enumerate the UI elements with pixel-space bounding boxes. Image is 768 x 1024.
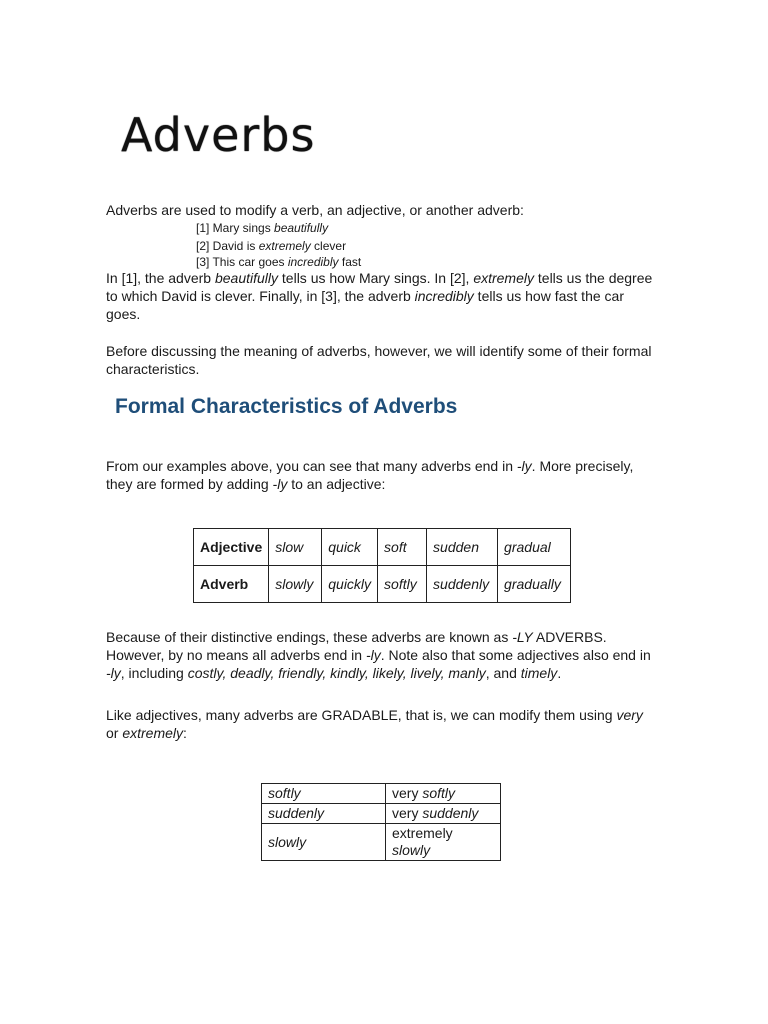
example-3: [3] This car goes incredibly fast bbox=[196, 255, 362, 269]
table-row bbox=[194, 529, 571, 566]
row-header-adverb: Adverb bbox=[194, 566, 269, 603]
example-2: [2] David is extremely clever bbox=[196, 239, 347, 253]
table-cell: extremely slowly bbox=[386, 824, 501, 861]
table-row bbox=[262, 824, 501, 861]
section-heading: Formal Characteristics of Adverbs bbox=[115, 395, 458, 418]
explanation-paragraph: In [1], the adverb beautifully tells us how Mary sings. In [2], extremely tells us the degree to which David is clever. Finally, in [3], the adverb incredibly tells us how fast the car goes. bbox=[106, 270, 653, 322]
table-cell: slow bbox=[269, 529, 322, 566]
example-1: [1] Mary sings beautifully bbox=[196, 221, 329, 235]
ly-adverbs-paragraph: Because of their distinctive endings, these adverbs are known as -LY ADVERBS. However, by no means all adverbs end in -ly. Note also that some adjectives also end in -ly, including costly, deadly, friendly, kindly, likely, lively, manly, and timely. bbox=[106, 629, 651, 681]
table-cell: very suddenly bbox=[386, 804, 501, 824]
table-cell: sudden bbox=[427, 529, 498, 566]
table-cell: very softly bbox=[386, 784, 501, 804]
table-cell: quick bbox=[322, 529, 378, 566]
table-cell: gradual bbox=[498, 529, 571, 566]
table-cell: quickly bbox=[322, 566, 378, 603]
ly-paragraph: From our examples above, you can see that many adverbs end in -ly. More precisely, they are formed by adding -ly to an adjective: bbox=[106, 458, 634, 492]
table-cell: suddenly bbox=[427, 566, 498, 603]
transition-paragraph: Before discussing the meaning of adverbs, however, we will identify some of their formal characteristics. bbox=[106, 343, 652, 377]
table-cell: suddenly bbox=[262, 804, 386, 824]
table-row bbox=[262, 804, 501, 824]
table-row bbox=[194, 566, 571, 603]
table-cell: slowly bbox=[269, 566, 322, 603]
table-cell: softly bbox=[378, 566, 427, 603]
table-row bbox=[262, 784, 501, 804]
gradable-table bbox=[261, 783, 501, 861]
table-cell: slowly bbox=[262, 824, 386, 861]
page-title: Adverbs bbox=[121, 108, 316, 162]
table-cell: soft bbox=[378, 529, 427, 566]
table-cell: gradually bbox=[498, 566, 571, 603]
gradable-paragraph: Like adjectives, many adverbs are GRADABLE, that is, we can modify them using very or extremely: bbox=[106, 707, 643, 741]
row-header-adjective: Adjective bbox=[194, 529, 269, 566]
adjective-adverb-table bbox=[193, 528, 571, 603]
intro-paragraph: Adverbs are used to modify a verb, an adjective, or another adverb: bbox=[106, 202, 524, 218]
table-cell: softly bbox=[262, 784, 386, 804]
